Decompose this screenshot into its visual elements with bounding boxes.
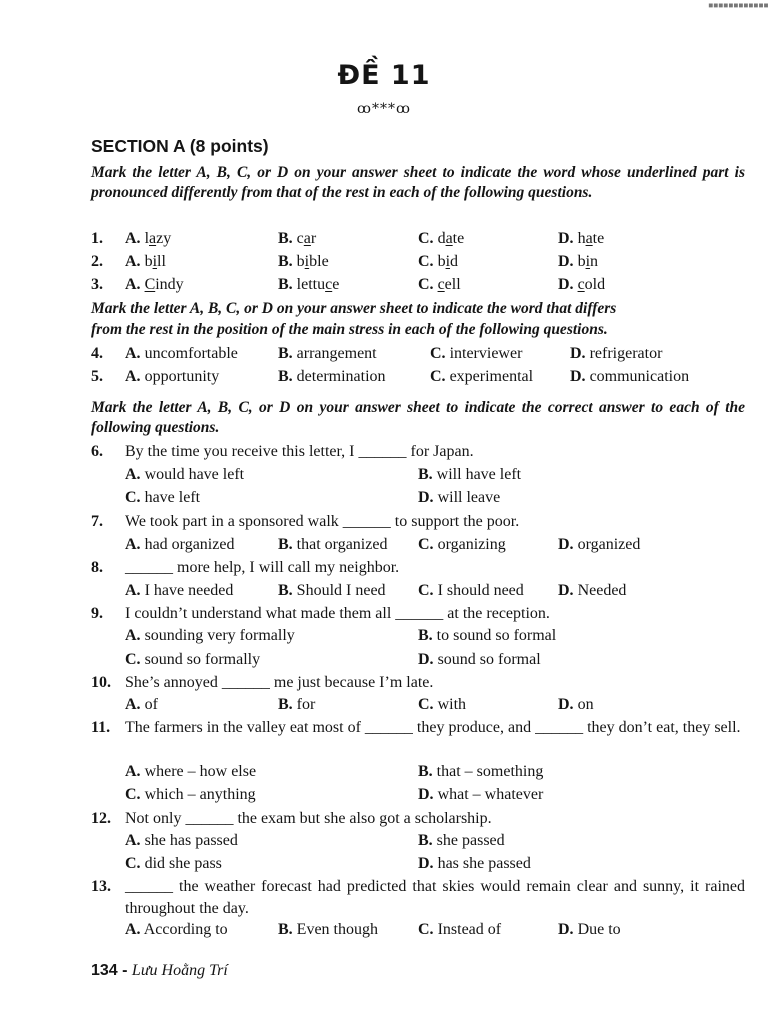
instruction-pronunciation: Mark the letter A, B, C, or D on your answer sheet to indicate the word whose underlined part is pronounced differently from that of the rest in each of the following questions.: [91, 164, 745, 201]
option-a: A. where – how else: [125, 763, 257, 780]
option-b: B. lettuce: [278, 276, 340, 293]
option-c: C. cell: [418, 276, 461, 293]
option-d: D. will leave: [418, 489, 501, 506]
option-d: D. Needed: [558, 582, 627, 599]
option-a: A. would have left: [125, 466, 245, 483]
question-number: 1.: [91, 230, 103, 247]
question-stem: The farmers in the valley eat most of ______ they produce, and ______ they don’t eat, they sell.: [125, 719, 741, 736]
option-c: C. did she pass: [125, 855, 222, 872]
option-a: A. of: [125, 696, 158, 713]
option-c: C. have left: [125, 489, 201, 506]
page-footer: [91, 962, 228, 980]
option-d: D. sound so formal: [418, 651, 541, 668]
option-c: C. experimental: [430, 368, 534, 385]
question-number: 12.: [91, 810, 111, 827]
question-stem: ______ more help, I will call my neighbor.: [125, 559, 400, 576]
question-stem: She’s annoyed ______ me just because I’m late.: [125, 674, 434, 691]
question-number: 3.: [91, 276, 103, 293]
option-a: A. opportunity: [125, 368, 220, 385]
section-heading: SECTION A (8 points): [91, 136, 269, 156]
instruction-stress-line-1: Mark the letter A, B, C, or D on your answer sheet to indicate the word that differs: [91, 300, 617, 317]
option-d: D. bin: [558, 253, 599, 270]
option-b: B. car: [278, 230, 317, 247]
option-d: D. on: [558, 696, 594, 713]
option-b: B. Even though: [278, 921, 378, 938]
option-d: D. hate: [558, 230, 605, 247]
option-c: C. interviewer: [430, 345, 523, 362]
question-number: 4.: [91, 345, 103, 362]
author-name: Lưu Hoằng Trí: [131, 962, 228, 979]
question-number: 8.: [91, 559, 103, 576]
option-b: B. that organized: [278, 536, 388, 553]
option-b: B. bible: [278, 253, 329, 270]
question-number: 6.: [91, 443, 103, 460]
option-c: C. which – anything: [125, 786, 256, 803]
option-c: C. sound so formally: [125, 651, 261, 668]
option-b: B. to sound so formal: [418, 627, 557, 644]
question-number: 10.: [91, 674, 111, 691]
option-a: A. I have needed: [125, 582, 234, 599]
question-number: 13.: [91, 878, 111, 895]
option-a: A. uncomfortable: [125, 345, 238, 362]
question-stem: I couldn’t understand what made them all ______ at the reception.: [125, 605, 550, 622]
question-number: 5.: [91, 368, 103, 385]
question-stem: ______ the weather forecast had predicted that skies would remain clear and sunny, it rained throughout the day.: [125, 878, 745, 917]
option-a: A. bill: [125, 253, 166, 270]
option-c: C. organizing: [418, 536, 506, 553]
option-d: D. refrigerator: [570, 345, 663, 362]
option-d: D. organized: [558, 536, 641, 553]
question-number: 7.: [91, 513, 103, 530]
option-a: A. Cindy: [125, 276, 184, 293]
question-stem: We took part in a sponsored walk ______ to support the poor.: [125, 513, 520, 530]
option-a: A. According to: [125, 921, 228, 938]
option-c: C. I should need: [418, 582, 524, 599]
question-stem: Not only ______ the exam but she also got a scholarship.: [125, 810, 492, 827]
option-d: D. has she passed: [418, 855, 531, 872]
title-ornament: ꝏ***ꝏ: [357, 101, 411, 117]
option-a: A. sounding very formally: [125, 627, 295, 644]
option-b: B. determination: [278, 368, 386, 385]
question-number: 11.: [91, 719, 111, 736]
option-d: D. cold: [558, 276, 606, 293]
footer-separator: -: [117, 962, 132, 979]
question-stem: By the time you receive this letter, I ______ for Japan.: [125, 443, 474, 460]
option-a: A. lazy: [125, 230, 172, 247]
page-number: 134: [91, 962, 118, 979]
page-title: ĐỀ 11: [337, 60, 431, 91]
option-c: C. date: [418, 230, 465, 247]
option-d: D. what – whatever: [418, 786, 544, 803]
option-a: A. had organized: [125, 536, 235, 553]
question-number: 9.: [91, 605, 103, 622]
option-b: B. Should I need: [278, 582, 386, 599]
option-b: B. she passed: [418, 832, 505, 849]
question-number: 2.: [91, 253, 103, 270]
option-c: C. with: [418, 696, 467, 713]
option-a: A. she has passed: [125, 832, 238, 849]
instruction-correct-answer: Mark the letter A, B, C, or D on your answer sheet to indicate the correct answer to each of the following questions.: [91, 399, 745, 436]
option-b: B. for: [278, 696, 316, 713]
instruction-stress-line-2: from the rest in the position of the main stress in each of the following questions.: [91, 321, 608, 338]
option-b: B. will have left: [418, 466, 522, 483]
option-c: C. bid: [418, 253, 459, 270]
option-c: C. Instead of: [418, 921, 502, 938]
option-d: D. Due to: [558, 921, 621, 938]
option-b: B. arrangement: [278, 345, 377, 362]
scan-edge-mark: ▪▪▪▪▪▪▪▪▪▪▪▪: [707, 0, 768, 11]
option-b: B. that – something: [418, 763, 544, 780]
option-d: D. communication: [570, 368, 690, 385]
